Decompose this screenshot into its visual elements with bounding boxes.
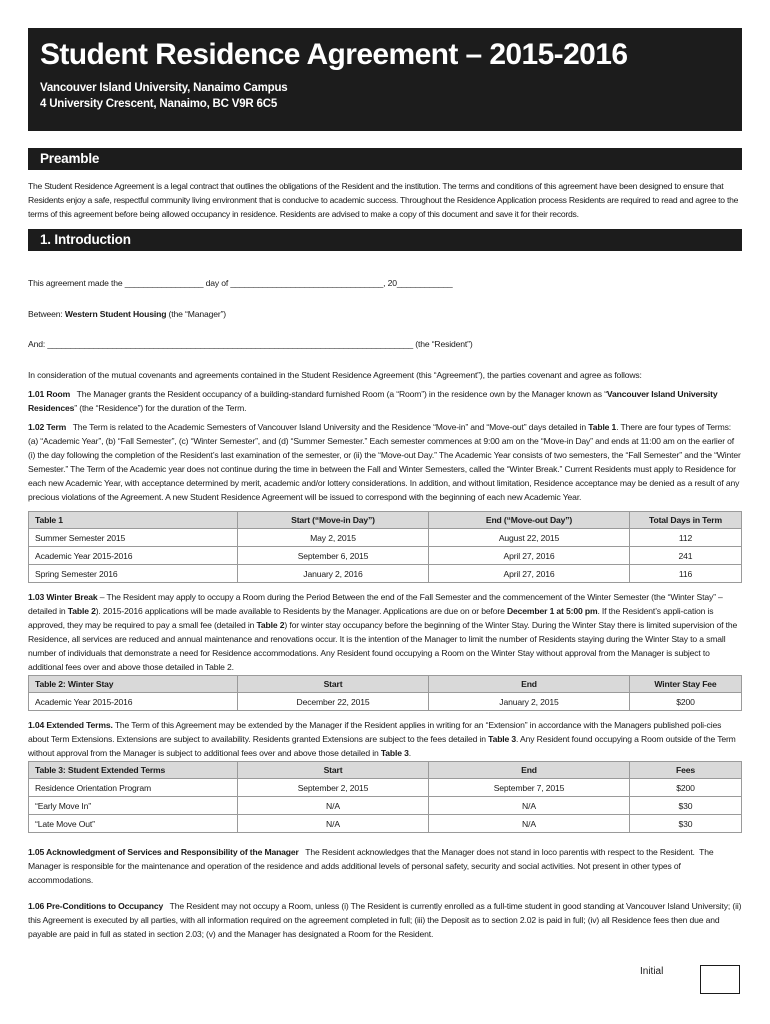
table-3-header: [29, 762, 742, 779]
table-row: [29, 529, 742, 547]
table-cell: $30: [630, 797, 742, 815]
table-cell: $30: [630, 815, 742, 833]
table-2-header-cell: Start: [238, 676, 429, 693]
table-row: [29, 693, 742, 711]
agreement-page: [28, 28, 742, 941]
table-cell: N/A: [429, 797, 630, 815]
section-1-04-text-a: The Term of this Agreement may be extended by the Manager if the Resident applies in writing for an “Extension” in accordance with the Managers published poli-cies about Term Extensions. Extensions are subject to availability. Residents granted Extensions are subject to the fees detailed in: [28, 720, 722, 744]
section-1-04: [28, 718, 742, 760]
initial-box[interactable]: [700, 965, 740, 994]
initial-label: Initial: [640, 966, 664, 977]
table-3-ref-2: Table 3: [380, 748, 409, 758]
section-1-02-label: 1.02 Term: [28, 422, 67, 432]
introduction-heading: 1. Introduction: [28, 229, 742, 251]
table-cell: “Late Move Out”: [29, 815, 238, 833]
table-cell: May 2, 2015: [238, 529, 429, 547]
table-cell: January 2, 2016: [238, 565, 429, 583]
table-2-header-cell: End: [429, 676, 630, 693]
table-1-header-cell: Table 1: [29, 512, 238, 529]
table-row: [29, 797, 742, 815]
table-cell: 112: [630, 529, 742, 547]
between-label: Between:: [28, 309, 65, 319]
section-1-01-label: 1.01 Room: [28, 389, 71, 399]
section-1-04-label: 1.04 Extended Terms.: [28, 720, 113, 730]
table-cell: January 2, 2015: [429, 693, 630, 711]
section-1-03-text-d: ) for winter stay occupancy before the beginning of the Winter Stay. During the Winter Stay there is limited supervision of the Residence, all services are reduced and annual maintenance and renovations occur. It is the intention of the Manager to limit the number of Residents staying during the Winter Stay to a small number of individuals that demonstrate a need for Residence accommodations. Any Resident found occupying a Room on the Winter Stay without approval from the Manager is subject to additional fees over and above those detailed in Table 2.: [28, 620, 738, 672]
table-cell: September 6, 2015: [238, 547, 429, 565]
agreement-date-line: This agreement made the _________________ day of _________________________________, 20____________: [28, 278, 453, 288]
section-1-03-text-c: . If the Resident’s appli-cation is approved, they may be required to pay a small fee (detailed in: [28, 606, 714, 630]
section-1-06: [28, 899, 742, 941]
address-line: 4 University Crescent, Nanaimo, BC V9R 6C5: [40, 98, 278, 110]
table-1-header-cell: Start (“Move-in Day”): [238, 512, 429, 529]
table-cell: Academic Year 2015-2016: [29, 693, 238, 711]
page-title: Student Residence Agreement – 2015-2016: [40, 38, 628, 71]
table-cell: September 7, 2015: [429, 779, 630, 797]
table-cell: N/A: [238, 815, 429, 833]
table-3-header-cell: Start: [238, 762, 429, 779]
table-cell: August 22, 2015: [429, 529, 630, 547]
table-1: [28, 511, 742, 583]
section-1-05-text: The Resident acknowledges that the Manager does not stand in loco parentis with respect to the Resident. The Manager is responsible for the maintenance and operation of the residence and adds additional levels of personal safety, security and social activities. Not present in other types of accommodations.: [28, 847, 716, 885]
table-2: [28, 675, 742, 711]
table-row: [29, 779, 742, 797]
table-row: [29, 565, 742, 583]
table-1-ref: Table 1: [588, 422, 617, 432]
resident-line: And: _______________________________________________________________________________ (the “Resident”): [28, 339, 473, 349]
application-deadline: December 1 at 5:00 pm: [506, 606, 598, 616]
header-block: [28, 28, 742, 131]
table-cell: N/A: [238, 797, 429, 815]
table-row: [29, 547, 742, 565]
table-3: [28, 761, 742, 833]
section-1-05-label: 1.05 Acknowledgment of Services and Responsibility of the Manager: [28, 847, 299, 857]
section-1-02: [28, 420, 742, 504]
table-1-header-cell: Total Days in Term: [630, 512, 742, 529]
section-1-03-text-a: – The Resident may apply to occupy a Room during the Period Between the end of the Fall Semester and the commencement of the Winter Semester (the “Winter Stay” – detailed in: [28, 592, 723, 616]
preamble-text: The Student Residence Agreement is a legal contract that outlines the obligations of the Resident and the institution. The terms and conditions of this agreement have been designed to ensure that Residents enjoy a safe, respectful community living environment that is conducive to academic success. Throughout the Residence Application process Residents are required to read and agree to the terms of this agreement before being allowed occupancy in residence. Residents are advised to make a copy of this document and save it for their records.: [28, 181, 739, 219]
table-cell: 241: [630, 547, 742, 565]
section-1-05: [28, 845, 742, 887]
table-cell: N/A: [429, 815, 630, 833]
table-3-header-cell: End: [429, 762, 630, 779]
table-cell: December 22, 2015: [238, 693, 429, 711]
table-2-ref: Table 2: [67, 606, 96, 616]
section-1-03: [28, 590, 742, 674]
section-1-03-label: 1.03 Winter Break: [28, 592, 98, 602]
table-cell: April 27, 2016: [429, 565, 630, 583]
table-row: [29, 815, 742, 833]
section-1-04-text-c: .: [408, 748, 412, 758]
table-cell: Summer Semester 2015: [29, 529, 238, 547]
consideration-text: In consideration of the mutual covenants and agreements contained in the Student Residence Agreement (this “Agreement”), the parties covenant and agree as follows:: [28, 370, 642, 380]
campus-line: Vancouver Island University, Nanaimo Campus: [40, 82, 288, 94]
between-line: [28, 307, 742, 321]
table-2-header: [29, 676, 742, 693]
table-2-header-cell: Table 2: Winter Stay: [29, 676, 238, 693]
section-1-04-text-b: . Any Resident found occupying a Room outside of the Term without approval from the Manager is subject to additional fees over and above those detailed in: [28, 734, 736, 758]
table-cell: “Early Move In”: [29, 797, 238, 815]
table-cell: Spring Semester 2016: [29, 565, 238, 583]
table-1-header-cell: End (“Move-out Day”): [429, 512, 630, 529]
table-cell: Academic Year 2015-2016: [29, 547, 238, 565]
manager-name: Western Student Housing: [64, 309, 167, 319]
section-1-01-text-a: The Manager grants the Resident occupancy of a building-standard furnished Room (a “Room”) in the residence own by the Manager known as “: [70, 389, 607, 399]
table-3-header-cell: Fees: [630, 762, 742, 779]
table-3-header-cell: Table 3: Student Extended Terms: [29, 762, 238, 779]
section-1-06-text: The Resident may not occupy a Room, unless (i) The Resident is currently enrolled as a full-time student in good standing at Vancouver Island University; (ii) this Agreement is executed by all parties, with all information required on the agreement completed in full; (iii) the Deposit as to section 2.02 is paid in full; (iv) all Residence fees then due and payable are paid in full as stated in section 2.03; (v) and the Manager has designated a Room for the Resident.: [28, 901, 744, 939]
table-cell: Residence Orientation Program: [29, 779, 238, 797]
section-1-03-text-b: ). 2015-2016 applications will be made available to Residents by the Manager. Applications are due on or before: [95, 606, 507, 616]
section-1-02-text-b: . There are four types of Terms: (a) “Academic Year”, (b) “Fall Semester”, (c) “Winter Semester”, and (d) “Summer Semester.” Each semester commences at 9:00 am on the “Move-in Day” and ends at 11:00 am on the earlier of (i) the day following the completion of the Resident’s last examination of the semester, or (ii) the “Move-out Day.” The Academic Year consists of two semesters, the “Fall Semester” and the “Winter Semester.” The Term of the Academic year does not continue during the time in between the Fall and Winter Semesters, called the “Winter Break.” Current Residents must apply to Residence for each new Academic Year, with acceptance determined by merit, academic and/or lottery considerations. In addition, and without limitation, Residence acceptance may be denied as a result of any precious violations of the Agreement. A new Student Residence Agreement will be issued to correspond with the beginning of each new Academic Year.: [28, 422, 741, 502]
table-cell: $200: [630, 779, 742, 797]
table-cell: $200: [630, 693, 742, 711]
table-2-ref-2: Table 2: [256, 620, 285, 630]
preamble-heading: Preamble: [28, 148, 742, 170]
table-cell: 116: [630, 565, 742, 583]
section-1-02-text-a: The Term is related to the Academic Semesters of Vancouver Island University and the Residence “Move-in” and “Move-out” days detailed in: [66, 422, 589, 432]
table-cell: September 2, 2015: [238, 779, 429, 797]
section-1-01: [28, 387, 742, 415]
table-1-header: [29, 512, 742, 529]
residence-name: Vancouver Island University Residences: [28, 389, 718, 413]
section-1-01-text-b: ” (the “Residence”) for the duration of the Term.: [74, 403, 247, 413]
section-1-06-label: 1.06 Pre-Conditions to Occupancy: [28, 901, 164, 911]
table-2-header-cell: Winter Stay Fee: [630, 676, 742, 693]
between-suffix: (the “Manager”): [166, 309, 226, 319]
table-3-ref: Table 3: [488, 734, 517, 744]
table-cell: April 27, 2016: [429, 547, 630, 565]
